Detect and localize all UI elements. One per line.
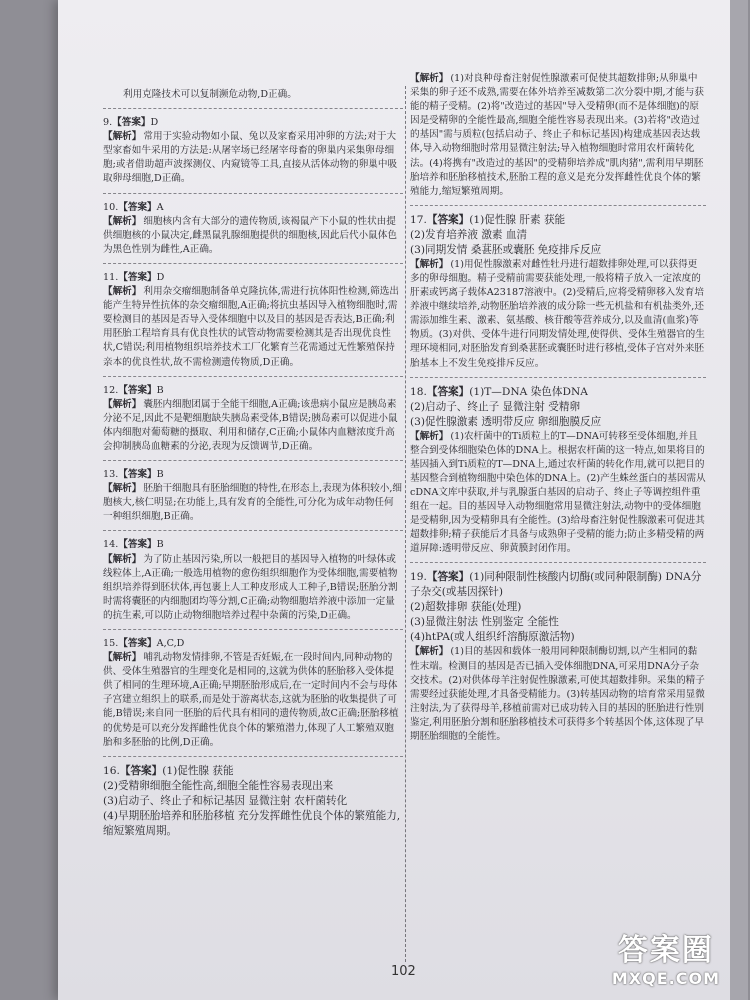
separator [410,377,706,378]
answer-tag: 【答案】 [426,385,470,398]
analysis-text: 囊胚内细胞团属于全能干细胞,A正确;该患病小鼠应是胰岛素分泌不足,因此不是靶细胞缺失胰岛素受体,B错误;胰岛素可以促进小鼠体内细胞对葡萄糖的摄取、利用和储存,C正确;小鼠体内血糖浓度升高会抑制胰岛血糖素的分泌,表现为反馈调节,D正确。 [103,398,398,452]
answer-value: B [156,539,164,551]
answer-value: B [156,384,164,396]
answer-line: (3)启动子、终止子和标记基因 显微注射 农杆菌转化 [103,794,348,807]
watermark-url: MXQE.COM [611,969,720,988]
answer-value: B [156,469,164,481]
separator [103,108,403,109]
analysis-text: (1)对良种母畜注射促性腺激素可促使其超数排卵;从卵巢中采集的卵子还不成熟,需要在体外培养至减数第二次分裂中期,才能与获能的精子受精。(2)将"改造过的基因"导入受精卵(而不是体细胞)的原因是受精卵的全能性最高,细胞全能性容易表现出来。(3)若将"改造过的基因"需与质粒(包括启动子、终止子和标记基因)构建成基因表达载体,导入动物细胞时常用显微注射法;导入植物细胞时常用农杆菌转化法。(4)将携有"改造过的基因"的受精卵培养成"肌肉猪",需利用早期胚胎培养和胚胎移植技术,胚胎工程的意义是充分发挥雌性优良个体的繁殖能力,缩短繁殖周期。 [410,73,704,197]
answer-line: (4)htPA(或人组织纤溶酶原激活物) [410,631,575,644]
question-number: 17. [410,213,427,226]
separator [103,263,403,264]
answer-tag: 【答案】 [426,571,470,584]
answer-line: (2)超数排卵 获能(处理) [410,601,522,614]
watermark-title: 答案圈 [617,933,714,968]
question-number: 18. [410,385,427,398]
analysis-tag: 【解析】 [410,430,449,442]
answer-tag: 【答案】 [118,201,157,213]
answer-line: (2)受精卵细胞全能性高,细胞全能性容易表现出来 [103,779,334,792]
separator [103,530,403,531]
intro-text: 利用克隆技术可以复制濒危动物,D正确。 [123,89,297,100]
analysis-tag: 【解析】 [410,646,449,658]
question-19 [410,570,706,744]
answer-line: (1)促性腺 肝素 获能 [469,213,566,226]
answer-tag: 【答案】 [112,117,151,129]
question-number: 9. [103,117,113,129]
question-number: 12. [103,384,119,396]
analysis-tag: 【解析】 [103,483,142,495]
analysis-tag: 【解析】 [103,553,142,565]
analysis-tag: 【解析】 [103,131,142,143]
separator [103,193,403,194]
analysis-tag: 【解析】 [103,398,142,410]
answer-line: (4)早期胚胎培养和胚胎移植 充分发挥雌性优良个体的繁殖能力,缩短繁殖周期。 [103,809,401,837]
question-number: 15. [103,638,119,649]
analysis-tag: 【解析】 [103,286,142,298]
analysis-text: (1)目的基因和载体一般用同种限制酶切割,以产生相同的黏性末端。检测目的基因是否已插入受体细胞DNA,可采用DNA分子杂交技术。(2)对供体母羊注射促性腺激素,可使其超数排卵。采集的精子需要经过获能处理,才具备受精能力。(3)转基因动物的培育常采用显微注射法,为了获得母羊,移植前需对已成功转入目的基因的胚胎进行性别鉴定,利用胚胎分割和胚胎移植技术可获得多个转基因个体,这体现了早期胚胎细胞的全能性。 [410,646,705,742]
answer-line: (1)T—DNA 染色体DNA [469,385,588,398]
analysis-text: 细胞核内含有大部分的遗传物质,该褐鼠产下小鼠的性状由提供细胞核的小鼠决定,雌黑鼠乳腺细胞提供的细胞核,因此后代小鼠体色为黑色性别为雌性,A正确。 [103,215,397,255]
answer-line: (1)同种限制性核酸内切酶(或同种限制酶) DNA分子杂交(或基因探针) [410,571,702,599]
separator [410,205,706,206]
question-number: 13. [103,469,119,481]
answer-value: D [156,271,165,283]
question-10 [103,201,403,257]
analysis-text: 常用于实验动物如小鼠、兔以及家畜采用冲卵的方法;对于大型家畜如牛采用的方法是:从屠宰场已经屠宰母畜的卵巢内采集卵母细胞;或者借助超声波探测仪、内窥镜等工具,直接从活体动物的卵巢中吸取卵母细胞,D正确。 [103,131,398,185]
question-number: 16. [103,764,120,777]
analysis-tag: 【解析】 [410,73,449,84]
question-9 [103,116,403,186]
question-16 [103,764,403,839]
question-15 [103,637,403,750]
separator [103,376,403,377]
question-17 [410,213,706,371]
answer-tag: 【答案】 [118,539,157,551]
answer-value: A,C,D [156,638,185,649]
question-18 [410,385,706,557]
left-column [103,88,403,839]
question-11 [103,271,403,370]
right-column [410,72,706,744]
analysis-tag: 【解析】 [103,652,142,664]
page-number: 102 [391,964,416,979]
question-number: 19. [410,571,427,584]
answer-tag: 【答案】 [118,384,157,396]
answer-tag: 【答案】 [118,638,157,649]
separator [103,756,403,757]
question-number: 14. [103,539,119,551]
question-number: 10. [103,201,119,213]
question-14 [103,538,403,623]
separator [410,562,706,563]
question-number: 11. [103,271,119,283]
analysis-tag: 【解析】 [103,215,142,227]
analysis-text: 胚胎干细胞具有胚胎细胞的特性,在形态上,表现为体积较小,细胞核大,核仁明显;在功能上,具有发育的全能性,可分化为成年动物任何一种组织细胞,B正确。 [103,483,402,523]
analysis-tag: 【解析】 [410,258,449,270]
answer-tag: 【答案】 [118,469,157,481]
answer-line: (2)启动子、终止子 显微注射 受精卵 [410,400,581,413]
answer-line: (3)促性腺激素 透明带反应 卵细胞膜反应 [410,415,602,428]
question-13 [103,468,403,524]
answer-tag: 【答案】 [118,271,157,283]
analysis-text: (1)农杆菌中的Ti质粒上的T—DNA可转移至受体细胞,并且整合到受体细胞染色体的DNA上。根据农杆菌的这一特点,如果将目的基因插入到Ti质粒的T—DNA上,通过农杆菌的转化作用,就可以把目的基因整合到植物细胞中染色体的DNA上。(2)产生蛛丝蛋白的基因需从cDNA文库中获取,并与乳腺蛋白基因的启动子、终止子等调控组件重组在一起。目的基因导入动物细胞常用显微注射法,动物中的受体细胞是受精卵,因为受精卵具有全能性。(3)给母畜注射促性腺激素可促进其超数排卵;精子获能后才具备与成熟卵子受精的能力;防止多精受精的两道屏障:透明带反应、卵黄膜封闭作用。 [410,430,706,555]
question-12 [103,384,403,454]
answer-value: A [156,201,164,213]
analysis-text: 哺乳动物发情排卵,不管是否妊娠,在一段时间内,同种动物的供、受体生殖器官的生理变化是相同的,这就为供体的胚胎移入受体提供了相同的生理环境,A正确;早期胚胎形成后,在一定时间内不会与母体子宫建立组织上的联系,而是处于游离状态,这就为胚胎的收集提供了可能,B错误;来自同一胚胎的后代具有相同的遗传物质,故C正确;胚胎移植的优势是可以充分发挥雌性优良个体的繁殖潜力,体现了人工繁殖双胞胎和多胚胎的比例,D正确。 [103,652,399,748]
answer-line: (3)显微注射法 性别鉴定 全能性 [410,616,559,629]
answer-line: (1)促性腺 获能 [162,764,234,777]
watermark-logo [612,925,720,988]
separator [103,629,403,630]
answer-value: D [150,117,159,129]
analysis-text: (1)用促性腺激素对雌性牡丹进行超数排卵处理,可以获得更多的卵母细胞。精子受精前需要获能处理,一般将精子放入一定浓度的肝素或钙离子载体A23187溶液中。(2)受精后,应将受精卵移入发育培养液中继续培养,动物胚胎培养液的成分除一些无机盐和有机盐类外,还需添加维生素、激素、氨基酸、核苷酸等营养成分,以及血清(血浆)等物质。(3)对供、受体牛进行同期发情处理,使得供、受体生殖器官的生理环境相同,对胚胎发育到桑葚胚或囊胚时进行移植,受体子宫对外来胚胎基本上不发生免疫排斥反应。 [410,258,705,369]
analysis-text: 为了防止基因污染,所以一般把目的基因导入植物的叶绿体或线粒体上,A正确;一般选用植物的愈伤组织细胞作为受体细胞,需要植物组织培养得到胚状体,再包裹上人工种皮形成人工种子,B错误;胚胎分割时需将囊胚的内细胞团均等分割,C正确;动物细胞培养液中添加一定量的抗生素,可以防止动物细胞培养过程中杂菌的污染,D正确。 [103,553,398,621]
question-16-analysis [410,72,706,199]
analysis-text: 利用杂交瘤细胞制备单克隆抗体,需进行抗体阳性检测,筛选出能产生特异性抗体的杂交瘤细胞,A正确;将抗虫基因导入植物细胞时,需要检测目的基因是否导入受体细胞中以及目的基因是否表达,B正确;利用胚胎工程培育具有优良性状的试管动物需要检测其是否出现优良性状,C错误;利用植物组织培养技术工厂化繁育兰花需通过无性繁殖保持亲本的优良性状,故不需检测遗传物质,D正确。 [103,286,399,368]
answer-tag: 【答案】 [119,764,163,777]
book-page [58,0,730,1000]
answer-line: (3)同期发情 桑葚胚或囊胚 免疫排斥反应 [410,243,602,256]
answer-tag: 【答案】 [426,213,470,226]
separator [103,460,403,461]
answer-line: (2)发育培养液 激素 血清 [410,228,528,241]
column-divider [405,86,406,962]
